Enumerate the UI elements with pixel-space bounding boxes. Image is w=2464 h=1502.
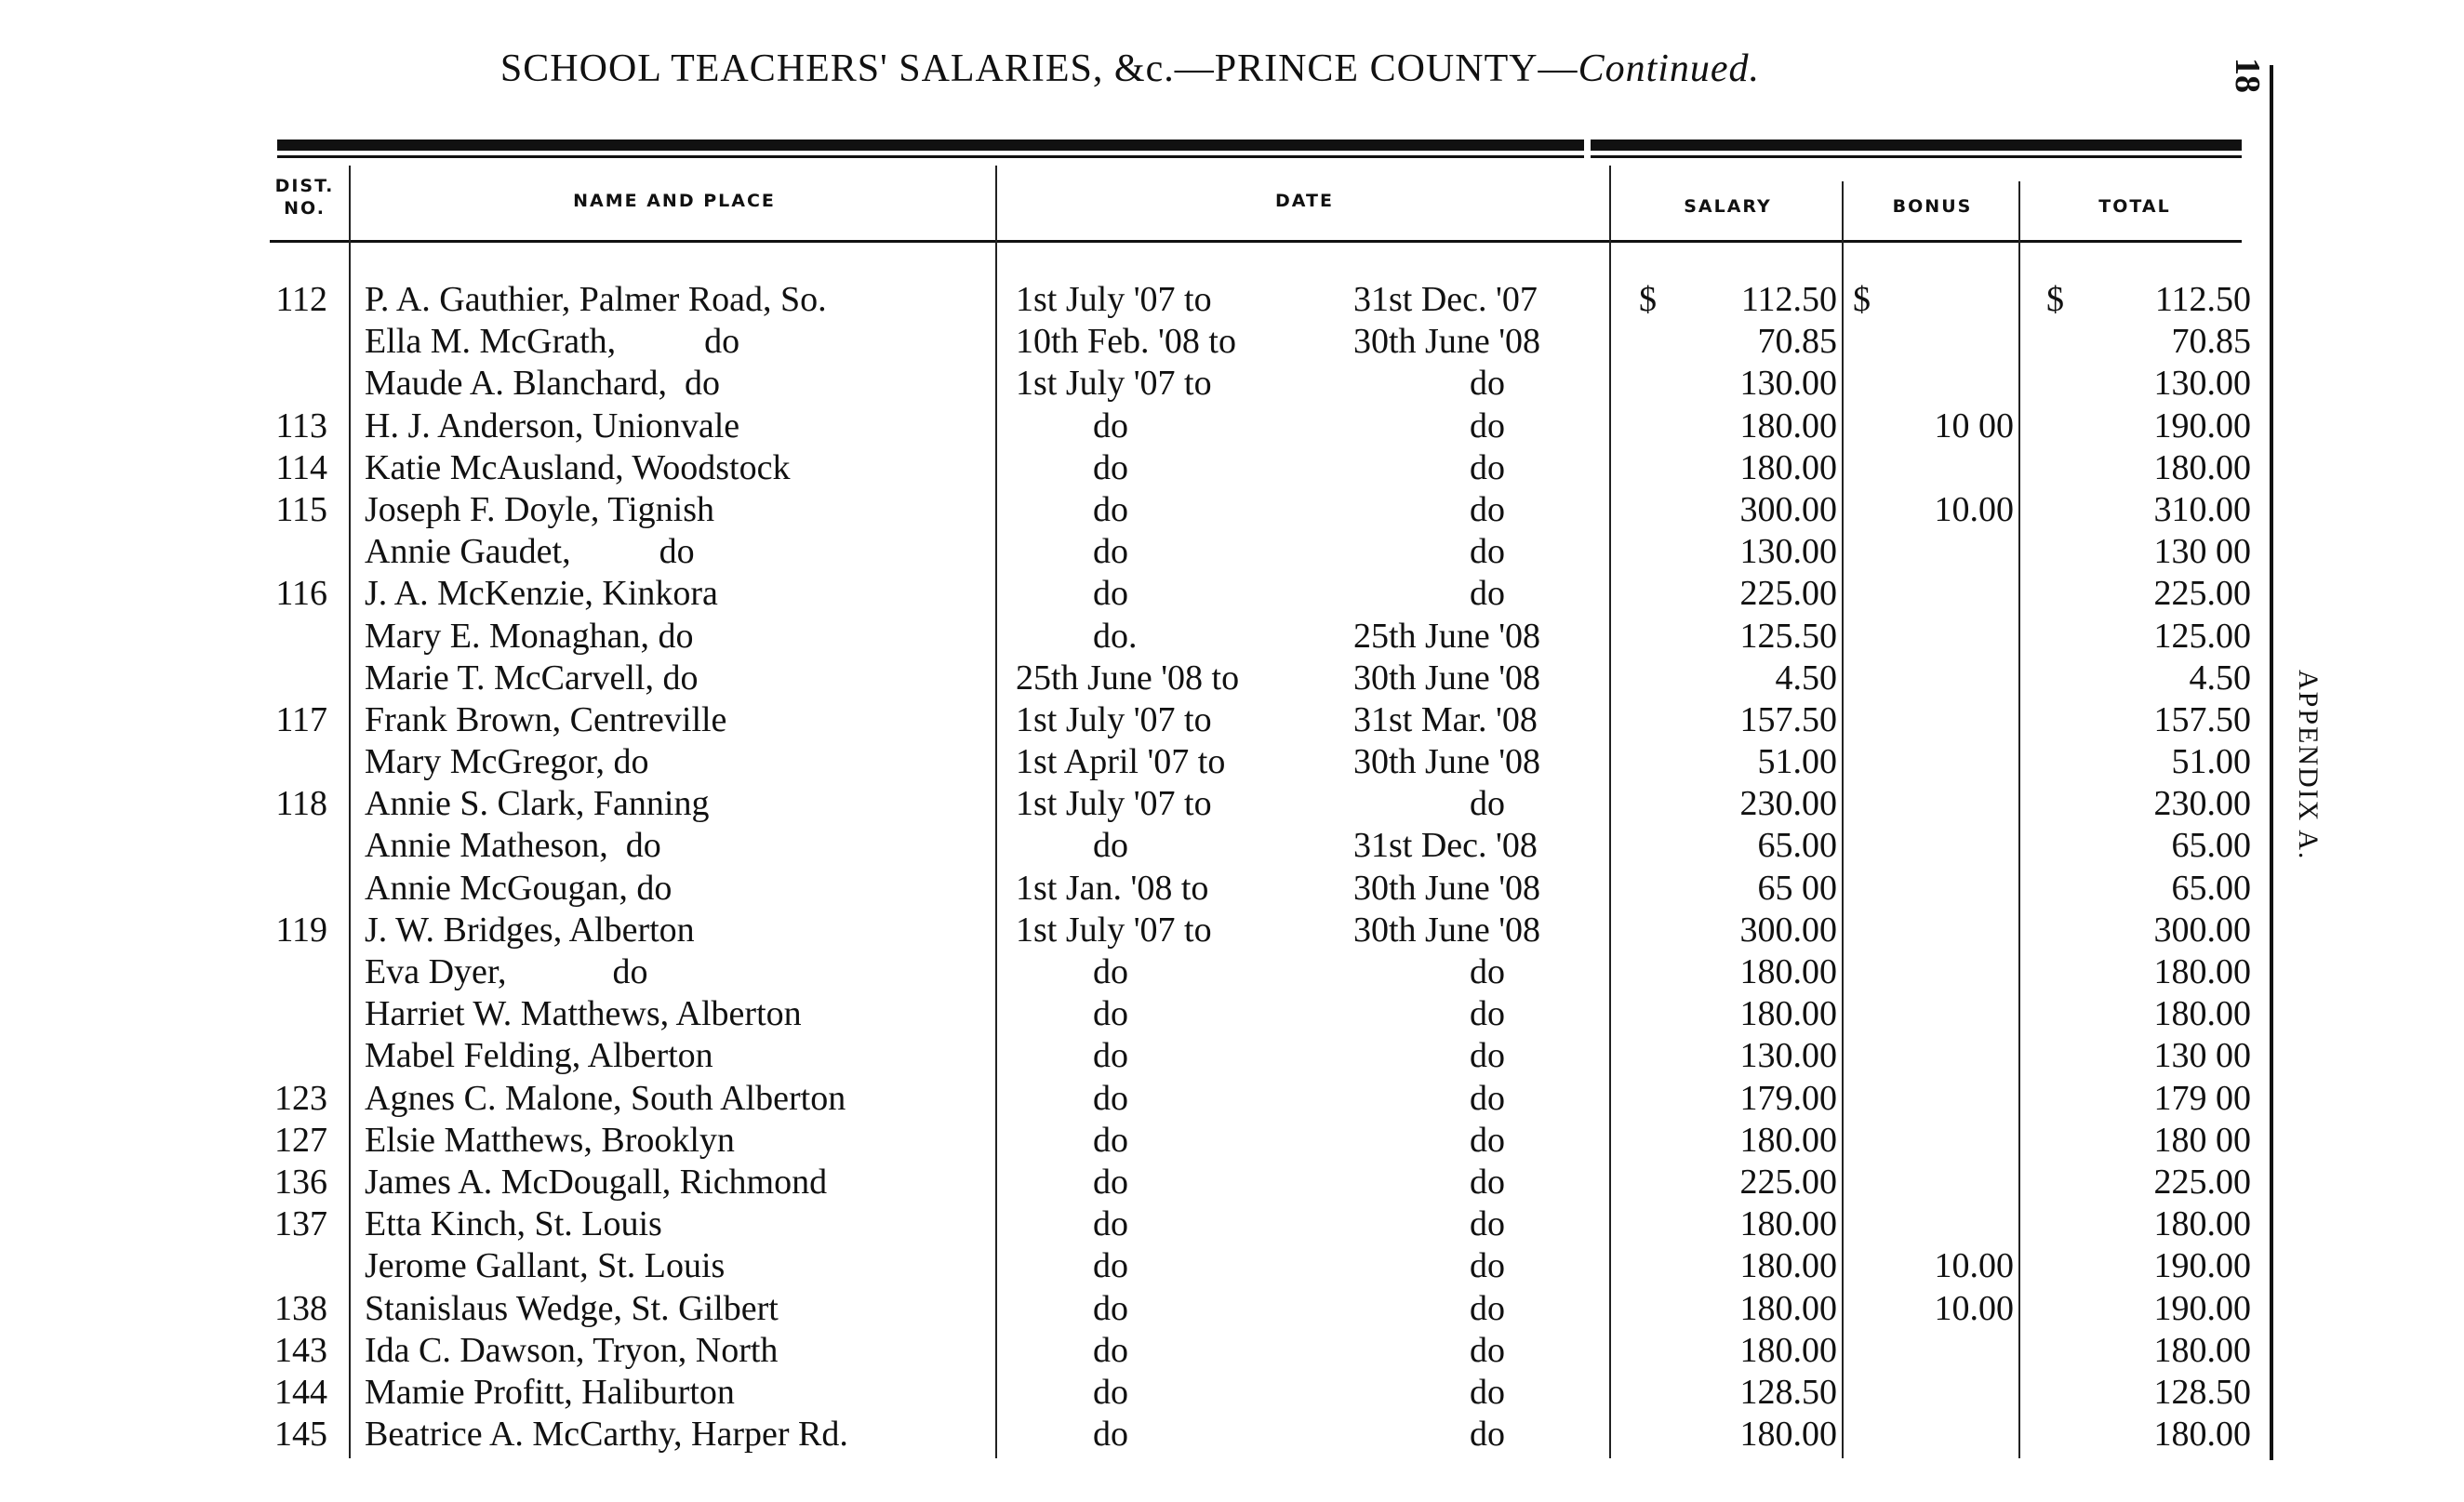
table-row xyxy=(0,1288,2464,1330)
date-to: do xyxy=(1470,1330,1505,1370)
table-row xyxy=(0,405,2464,447)
table-row xyxy=(0,1035,2464,1077)
salary-value: 300.00 xyxy=(1739,910,1837,950)
table-row xyxy=(0,489,2464,531)
date-to: 31st Dec. '07 xyxy=(1353,280,1538,319)
date-from: 25th June '08 to xyxy=(1016,658,1240,698)
date-to: do xyxy=(1470,364,1505,404)
table-row xyxy=(0,825,2464,867)
date-from: do. xyxy=(1093,616,1138,656)
table-row xyxy=(0,1203,2464,1245)
teacher-name-place: Ida C. Dawson, Tryon, North xyxy=(365,1330,779,1370)
date-from: do xyxy=(1093,489,1128,529)
salary-value: 180.00 xyxy=(1739,994,1837,1034)
table-row xyxy=(0,1245,2464,1287)
teacher-name-place: Eva Dyer, do xyxy=(365,952,648,991)
salary-value: 180.00 xyxy=(1739,1204,1837,1244)
teacher-name-place: Beatrice A. McCarthy, Harper Rd. xyxy=(365,1415,848,1455)
date-from: do xyxy=(1093,1162,1128,1202)
date-to: do xyxy=(1470,1120,1505,1160)
date-to: do xyxy=(1470,1415,1505,1455)
total-value: 130 00 xyxy=(2153,1036,2251,1076)
date-to: do xyxy=(1470,405,1505,445)
teacher-name-place: James A. McDougall, Richmond xyxy=(365,1162,828,1202)
date-to: do xyxy=(1470,1162,1505,1202)
total-value: 190.00 xyxy=(2153,1288,2251,1328)
table-row xyxy=(0,363,2464,405)
teacher-name-place: Agnes C. Malone, South Alberton xyxy=(365,1078,846,1118)
date-from: do xyxy=(1093,532,1128,572)
teacher-name-place: Mabel Felding, Alberton xyxy=(365,1036,713,1076)
teacher-name-place: Elsie Matthews, Brooklyn xyxy=(365,1120,735,1160)
table-row xyxy=(0,868,2464,910)
teacher-name-place: Joseph F. Doyle, Tignish xyxy=(365,489,714,529)
salary-value: 180.00 xyxy=(1739,447,1837,487)
dist-number: 123 xyxy=(274,1078,327,1118)
date-to: do xyxy=(1470,952,1505,991)
date-from: 1st July '07 to xyxy=(1016,364,1212,404)
date-from: do xyxy=(1093,1078,1128,1118)
date-from: 10th Feb. '08 to xyxy=(1016,322,1236,362)
total-value: 180.00 xyxy=(2153,1330,2251,1370)
teacher-name-place: Frank Brown, Centreville xyxy=(365,699,727,739)
salary-value: 300.00 xyxy=(1739,489,1837,529)
dist-number: 116 xyxy=(275,574,327,614)
header-total: TOTAL xyxy=(2098,196,2171,217)
total-value: 65.00 xyxy=(2171,868,2251,908)
top-thin-rule-left xyxy=(277,155,1584,158)
date-from: do xyxy=(1093,1036,1128,1076)
header-name-place: NAME AND PLACE xyxy=(573,191,776,211)
dist-number: 112 xyxy=(275,280,327,319)
dist-number: 119 xyxy=(275,910,327,950)
salary-value: 128.50 xyxy=(1739,1372,1837,1412)
bonus-value: 10.00 xyxy=(1934,1246,2014,1286)
total-value: 70.85 xyxy=(2171,322,2251,362)
teacher-name-place: Annie Matheson, do xyxy=(365,826,661,866)
date-from: do xyxy=(1093,405,1128,445)
date-to: do xyxy=(1470,994,1505,1034)
total-value: 310.00 xyxy=(2153,489,2251,529)
total-currency-symbol: $ xyxy=(2046,280,2064,319)
date-to: 30th June '08 xyxy=(1353,868,1541,908)
header-salary: SALARY xyxy=(1684,196,1772,217)
salary-value: 112.50 xyxy=(1740,280,1837,319)
total-value: 225.00 xyxy=(2153,574,2251,614)
table-row xyxy=(0,783,2464,825)
page-title-main: SCHOOL TEACHERS' SALARIES, &c.—PRINCE COUNTY— xyxy=(499,47,1578,90)
salary-value: 180.00 xyxy=(1739,1415,1837,1455)
teacher-name-place: Marie T. McCarvell, do xyxy=(365,658,699,698)
header-bonus: BONUS xyxy=(1892,196,1973,217)
date-from: do xyxy=(1093,447,1128,487)
table-row xyxy=(0,279,2464,321)
salary-value: 130.00 xyxy=(1739,532,1837,572)
table-row xyxy=(0,573,2464,615)
total-value: 65.00 xyxy=(2171,826,2251,866)
bonus-value: 10.00 xyxy=(1934,489,2014,529)
teacher-name-place: Mamie Profitt, Haliburton xyxy=(365,1372,735,1412)
total-value: 180.00 xyxy=(2153,994,2251,1034)
date-from: 1st Jan. '08 to xyxy=(1016,868,1209,908)
table-row xyxy=(0,1162,2464,1203)
total-value: 225.00 xyxy=(2153,1162,2251,1202)
dist-number: 137 xyxy=(274,1204,327,1244)
date-from: do xyxy=(1093,1372,1128,1412)
total-value: 230.00 xyxy=(2153,784,2251,824)
total-value: 180 00 xyxy=(2153,1120,2251,1160)
dist-number: 144 xyxy=(274,1372,327,1412)
salary-value: 179.00 xyxy=(1739,1078,1837,1118)
top-thin-rule-right xyxy=(1591,155,2242,158)
top-thick-rule-right xyxy=(1591,140,2242,151)
date-to: 30th June '08 xyxy=(1353,322,1541,362)
dist-number: 114 xyxy=(275,447,327,487)
date-to: do xyxy=(1470,1288,1505,1328)
date-from: do xyxy=(1093,1415,1128,1455)
table-row xyxy=(0,910,2464,951)
total-value: 51.00 xyxy=(2171,742,2251,782)
table-row xyxy=(0,531,2464,573)
table-row xyxy=(0,658,2464,699)
dist-number: 117 xyxy=(275,699,327,739)
salary-value: 70.85 xyxy=(1757,322,1837,362)
date-from: 1st April '07 to xyxy=(1016,742,1226,782)
date-to: do xyxy=(1470,1078,1505,1118)
salary-value: 180.00 xyxy=(1739,405,1837,445)
date-to: do xyxy=(1470,489,1505,529)
dist-number: 113 xyxy=(275,405,327,445)
table-row xyxy=(0,1330,2464,1372)
table-row xyxy=(0,1414,2464,1455)
date-to: do xyxy=(1470,1036,1505,1076)
salary-value: 225.00 xyxy=(1739,574,1837,614)
date-to: do xyxy=(1470,1372,1505,1412)
bonus-value: 10.00 xyxy=(1934,1288,2014,1328)
date-to: do xyxy=(1470,574,1505,614)
header-dist-no: DIST. NO. xyxy=(274,176,335,219)
table-row xyxy=(0,699,2464,741)
total-value: 180.00 xyxy=(2153,1415,2251,1455)
salary-currency-symbol: $ xyxy=(1639,280,1657,319)
table-row xyxy=(0,1078,2464,1120)
salary-value: 65 00 xyxy=(1757,868,1837,908)
teacher-name-place: P. A. Gauthier, Palmer Road, So. xyxy=(365,280,827,319)
table-row xyxy=(0,1120,2464,1162)
date-to: do xyxy=(1470,784,1505,824)
table-row xyxy=(0,993,2464,1035)
teacher-name-place: Annie Gaudet, do xyxy=(365,532,695,572)
total-value: 190.00 xyxy=(2153,405,2251,445)
total-value: 4.50 xyxy=(2189,658,2251,698)
date-from: do xyxy=(1093,574,1128,614)
date-from: do xyxy=(1093,1288,1128,1328)
total-value: 130 00 xyxy=(2153,532,2251,572)
salary-value: 157.50 xyxy=(1739,699,1837,739)
date-to: do xyxy=(1470,1204,1505,1244)
date-from: do xyxy=(1093,1204,1128,1244)
salary-value: 180.00 xyxy=(1739,952,1837,991)
salary-value: 225.00 xyxy=(1739,1162,1837,1202)
dist-number: 118 xyxy=(275,784,327,824)
total-value: 180.00 xyxy=(2153,1204,2251,1244)
dist-number: 143 xyxy=(274,1330,327,1370)
total-value: 128.50 xyxy=(2153,1372,2251,1412)
page-title xyxy=(279,47,1981,91)
teacher-name-place: Etta Kinch, St. Louis xyxy=(365,1204,662,1244)
date-from: 1st July '07 to xyxy=(1016,784,1212,824)
total-value: 130.00 xyxy=(2153,364,2251,404)
bonus-value: 10 00 xyxy=(1934,405,2014,445)
salary-value: 51.00 xyxy=(1757,742,1837,782)
table-row xyxy=(0,951,2464,993)
salary-value: 4.50 xyxy=(1775,658,1837,698)
teacher-name-place: Mary McGregor, do xyxy=(365,742,649,782)
date-to: 31st Mar. '08 xyxy=(1353,699,1538,739)
dist-number: 115 xyxy=(275,489,327,529)
salary-value: 130.00 xyxy=(1739,364,1837,404)
bonus-currency-symbol: $ xyxy=(1853,280,1871,319)
teacher-name-place: Katie McAusland, Woodstock xyxy=(365,447,791,487)
teacher-name-place: Mary E. Monaghan, do xyxy=(365,616,694,656)
salary-value: 180.00 xyxy=(1739,1120,1837,1160)
date-to: 30th June '08 xyxy=(1353,658,1541,698)
teacher-name-place: Annie S. Clark, Fanning xyxy=(365,784,710,824)
page-number: 18 xyxy=(2228,58,2267,93)
total-value: 157.50 xyxy=(2153,699,2251,739)
salary-value: 65.00 xyxy=(1757,826,1837,866)
table-row xyxy=(0,321,2464,363)
date-from: do xyxy=(1093,826,1128,866)
date-to: do xyxy=(1470,532,1505,572)
teacher-name-place: Ella M. McGrath, do xyxy=(365,322,740,362)
date-from: do xyxy=(1093,952,1128,991)
total-value: 125.00 xyxy=(2153,616,2251,656)
table-row xyxy=(0,447,2464,489)
total-value: 180.00 xyxy=(2153,952,2251,991)
teacher-name-place: J. W. Bridges, Alberton xyxy=(365,910,695,950)
top-thick-rule-left xyxy=(277,140,1584,151)
salary-value: 180.00 xyxy=(1739,1246,1837,1286)
page-title-continued: Continued. xyxy=(1578,47,1761,90)
salary-value: 130.00 xyxy=(1739,1036,1837,1076)
salary-value: 125.50 xyxy=(1739,616,1837,656)
date-from: 1st July '07 to xyxy=(1016,280,1212,319)
total-value: 300.00 xyxy=(2153,910,2251,950)
date-to: do xyxy=(1470,447,1505,487)
dist-number: 145 xyxy=(274,1415,327,1455)
date-from: do xyxy=(1093,994,1128,1034)
dist-number: 138 xyxy=(274,1288,327,1328)
date-from: do xyxy=(1093,1120,1128,1160)
date-to: 30th June '08 xyxy=(1353,742,1541,782)
total-value: 190.00 xyxy=(2153,1246,2251,1286)
salary-value: 180.00 xyxy=(1739,1288,1837,1328)
teacher-name-place: H. J. Anderson, Unionvale xyxy=(365,405,740,445)
teacher-name-place: Maude A. Blanchard, do xyxy=(365,364,721,404)
teacher-name-place: J. A. McKenzie, Kinkora xyxy=(365,574,718,614)
teacher-name-place: Annie McGougan, do xyxy=(365,868,673,908)
date-from: 1st July '07 to xyxy=(1016,699,1212,739)
date-to: 31st Dec. '08 xyxy=(1353,826,1538,866)
date-from: do xyxy=(1093,1246,1128,1286)
total-value: 180.00 xyxy=(2153,447,2251,487)
date-to: 25th June '08 xyxy=(1353,616,1541,656)
total-value: 112.50 xyxy=(2154,280,2251,319)
teacher-name-place: Stanislaus Wedge, St. Gilbert xyxy=(365,1288,779,1328)
date-to: do xyxy=(1470,1246,1505,1286)
table-row xyxy=(0,1372,2464,1414)
table-row xyxy=(0,616,2464,658)
header-rule xyxy=(270,240,2242,243)
dist-number: 136 xyxy=(274,1162,327,1202)
total-value: 179 00 xyxy=(2153,1078,2251,1118)
date-from: 1st July '07 to xyxy=(1016,910,1212,950)
appendix-label: APPENDIX A. xyxy=(2293,670,2324,861)
date-from: do xyxy=(1093,1330,1128,1370)
dist-number: 127 xyxy=(274,1120,327,1160)
salary-value: 230.00 xyxy=(1739,784,1837,824)
teacher-name-place: Jerome Gallant, St. Louis xyxy=(365,1246,726,1286)
table-row xyxy=(0,741,2464,783)
salary-value: 180.00 xyxy=(1739,1330,1837,1370)
salary-table-body xyxy=(0,279,2464,1455)
header-date: DATE xyxy=(1275,191,1334,211)
teacher-name-place: Harriet W. Matthews, Alberton xyxy=(365,994,802,1034)
date-to: 30th June '08 xyxy=(1353,910,1541,950)
